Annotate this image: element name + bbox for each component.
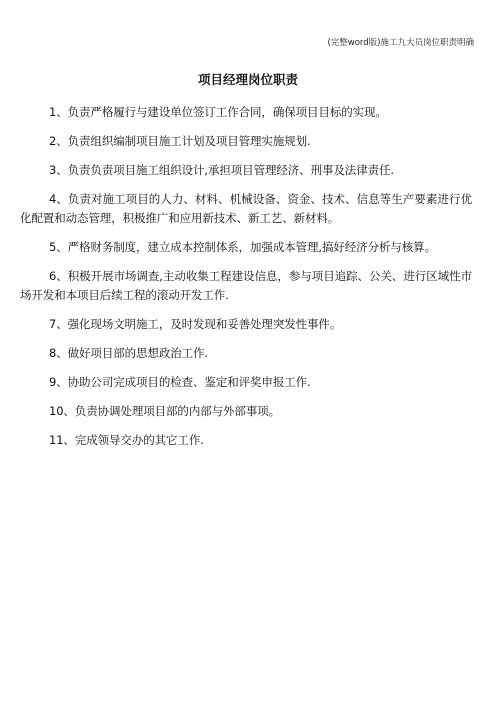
duty-item-8: 8、做好项目部的思想政治工作. xyxy=(49,346,208,360)
duty-item-10: 10、负责协调处理项目部的内部与外部事项。 xyxy=(49,404,281,418)
duty-item-1: 1、负责严格履行与建设单位签订工作合同，确保项目目标的实现。 xyxy=(49,105,387,119)
duty-item-3: 3、负责负责项目施工组织设计,承担项目管理经济、刑事及法律责任. xyxy=(49,163,394,177)
duty-item-9: 9、协助公司完成项目的检查、鉴定和评奖申报工作. xyxy=(49,375,311,389)
duty-list xyxy=(20,103,472,460)
page-title: 项目经理岗位职责 xyxy=(197,72,298,87)
running-header: (完整word版)施工九大员岗位职责明确 xyxy=(327,38,474,48)
duty-item-7: 7、强化现场文明施工，及时发现和妥善处理突发性事件。 xyxy=(49,317,342,331)
duty-item-4: 4、负责对施工项目的人力、材料、机械设备、资金、技术、信息等生产要素进行优化配置和动态管理，积极推广和应用新技术、新工艺、新材料。 xyxy=(20,192,472,225)
duty-item-6: 6、积极开展市场调查,主动收集工程建设信息，参与项目追踪、公关、进行区域性市场开发和本项目后续工程的滚动开发工作. xyxy=(20,269,472,302)
duty-item-2: 2、负责组织编制项目施工计划及项目管理实施规划. xyxy=(49,134,311,148)
duty-item-11: 11、完成领导交办的其它工作. xyxy=(49,433,204,447)
duty-item-5: 5、严格财务制度，建立成本控制体系，加强成本管理,搞好经济分析与核算。 xyxy=(49,240,436,254)
